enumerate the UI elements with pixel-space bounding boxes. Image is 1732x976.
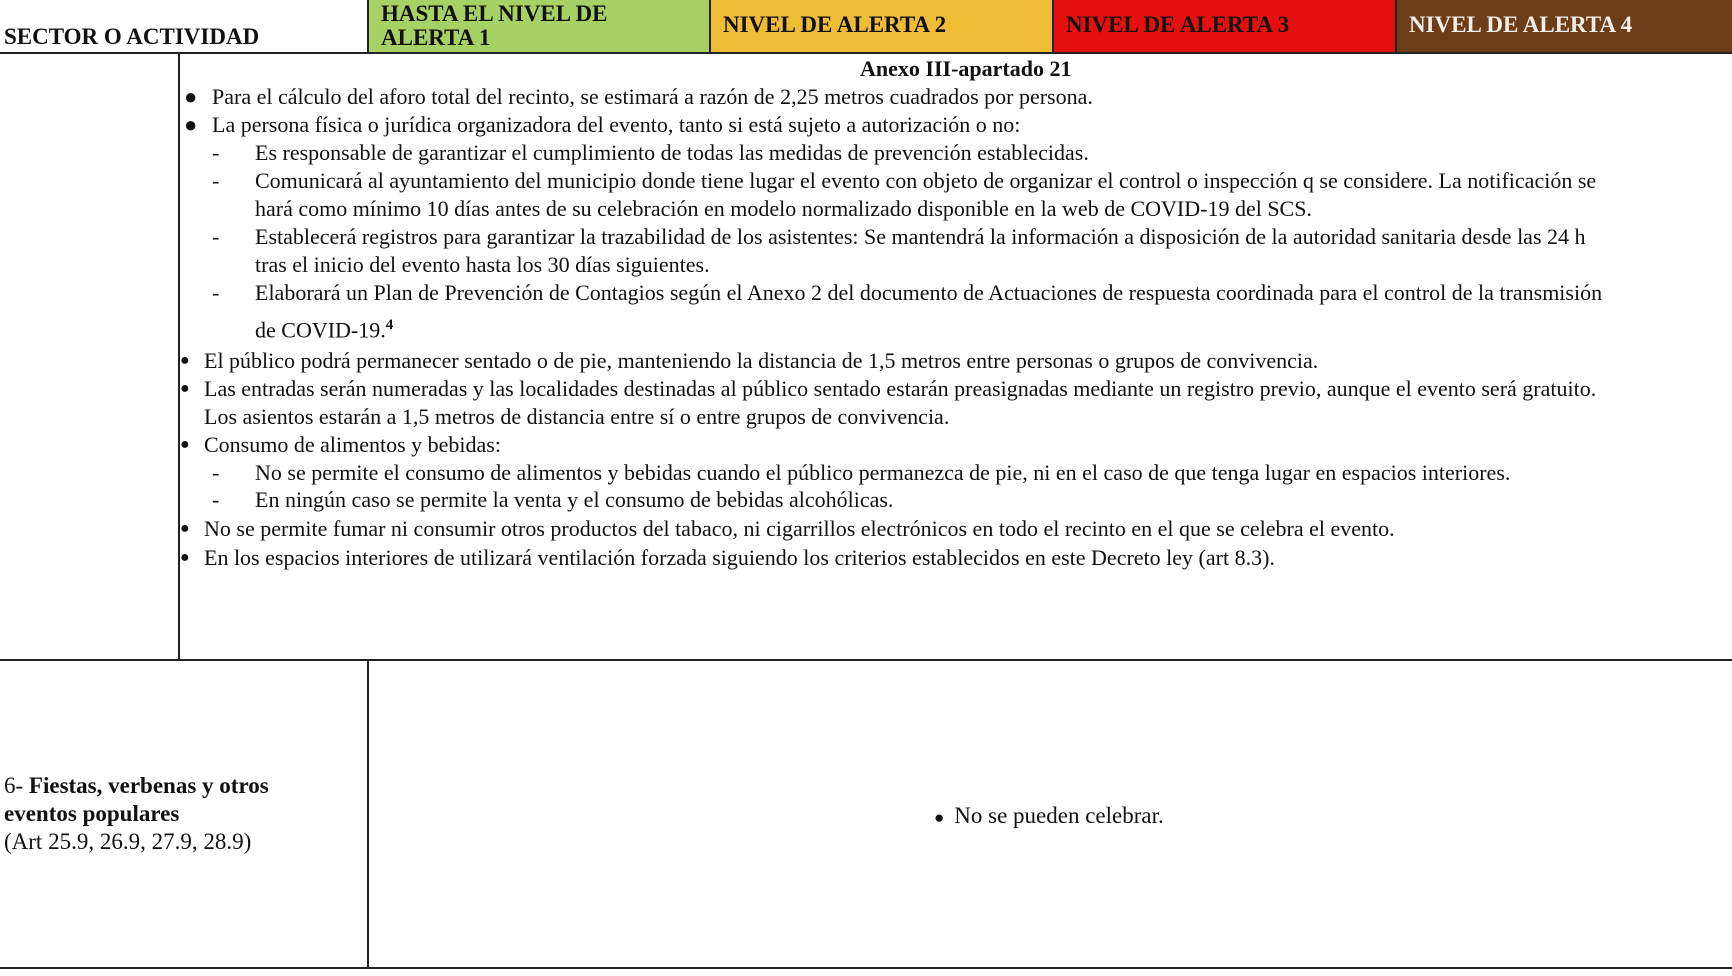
sector6-title-line1: Fiestas, verbenas y otros [28,773,269,798]
sector6-title-line2: eventos populares [4,801,180,826]
bullet-icon: ● [180,436,190,453]
header-level1-line2: ALERTA 1 [381,25,491,50]
dash-icon: - [212,460,220,485]
bullet-icon: ● [180,520,190,537]
header-sector-cell [0,0,369,52]
footnote-ref[interactable]: 4 [385,317,394,333]
header-level3-label: NIVEL DE ALERTA 3 [1066,12,1290,37]
sector6-message: ● No se pueden celebrar. [934,803,1164,828]
header-level2-label: NIVEL DE ALERTA 2 [723,12,947,37]
dash-icon: - [212,487,220,512]
header-level3-cell [1054,0,1397,52]
sector6-articles: (Art 25.9, 26.9, 27.9, 28.9) [4,829,252,854]
table-bottom-border [0,967,1732,969]
dash-icon: - [212,168,220,193]
dash-icon: - [212,280,220,305]
header-level2-cell [711,0,1054,52]
header-level1-label [381,2,607,50]
header-level1-cell [369,0,711,52]
dash-icon: - [212,140,220,165]
header-bottom-border [0,52,1732,54]
section-divider [0,659,1732,661]
sector6-number: 6- [4,773,24,798]
section6-column-divider [367,659,369,969]
bullet-icon: ● [184,84,198,109]
dash-icon: - [212,224,220,249]
bullet-icon: ● [934,808,945,827]
bullet-icon: ● [180,380,190,397]
bullet-icon: ● [180,549,190,566]
sector6-label [4,772,364,856]
header-level4-cell [1397,0,1732,52]
header-level1-line1: HASTA EL NIVEL DE [381,1,608,26]
bullet-icon: ● [180,352,190,369]
annex-title: Anexo III-apartado 21 [860,56,1072,81]
header-sector-label: SECTOR O ACTIVIDAD [4,24,260,49]
bullet-icon: ● [184,112,198,137]
header-level4-label: NIVEL DE ALERTA 4 [1409,12,1633,37]
